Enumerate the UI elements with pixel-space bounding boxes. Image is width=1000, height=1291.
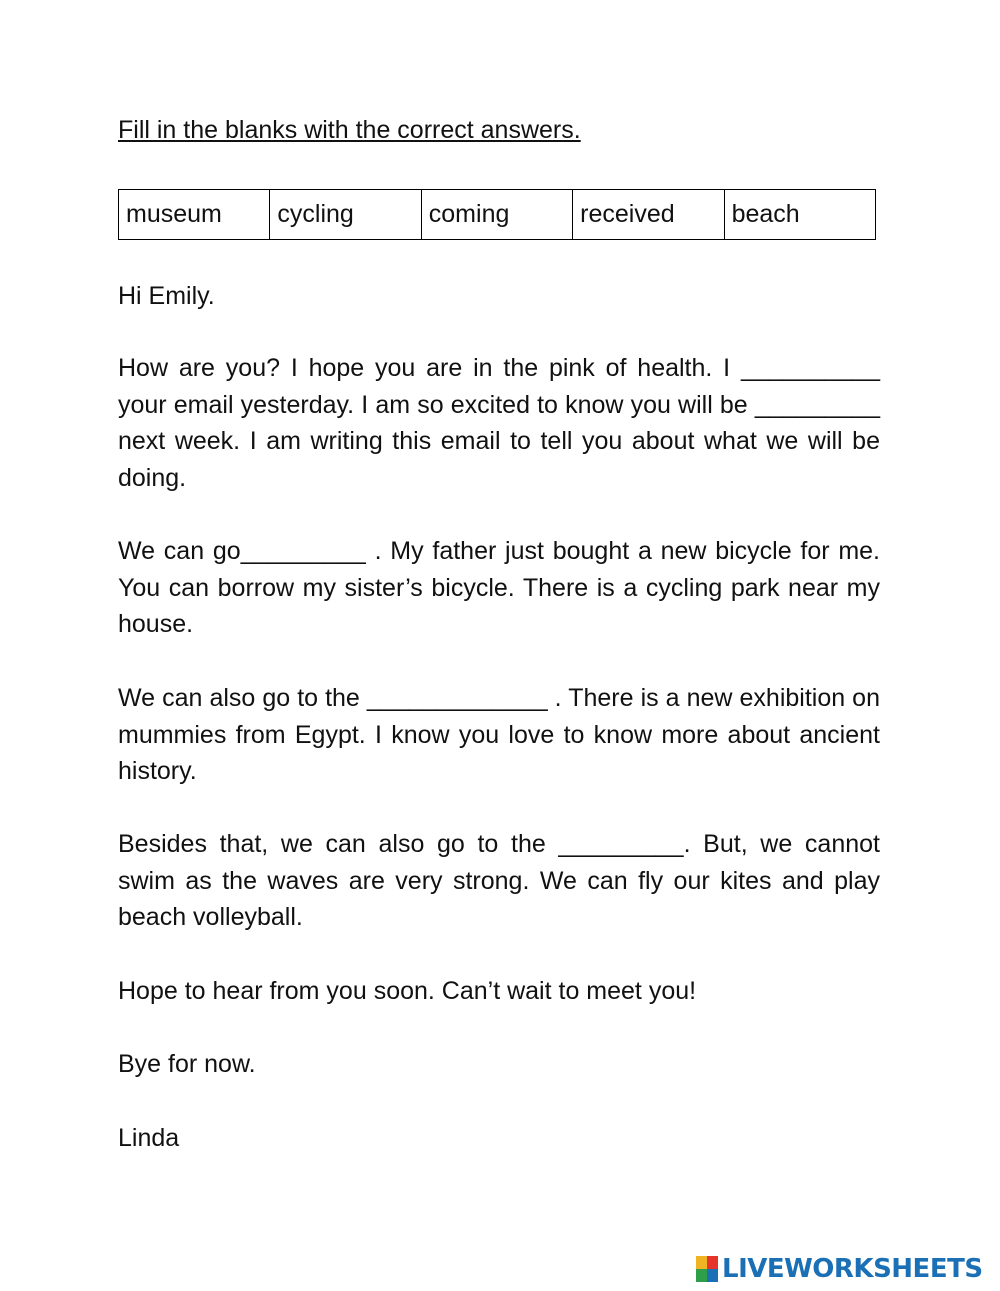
instruction-heading: Fill in the blanks with the correct answers. <box>118 116 581 144</box>
blank-1[interactable]: __________ <box>740 354 880 382</box>
blank-5[interactable]: _________ <box>558 830 684 858</box>
blank-4[interactable]: _____________ <box>366 684 548 712</box>
paragraph-text: your email yesterday. I am so excited to know you will be <box>118 390 755 419</box>
paragraph-text: How are you? I hope you are in the pink of health. I <box>118 354 741 382</box>
paragraph-text: We can also go to the <box>118 684 367 712</box>
paragraph-text: . There is a new exhibition on mummies from Egypt. I know you love to know more about ancient history. <box>118 684 880 786</box>
paragraph-text: We can go <box>118 537 241 565</box>
brand-name: LIVEWORKSHEETS <box>722 1254 983 1284</box>
paragraph-text: next week. I am writing this email to tell you about what we will be doing. <box>118 427 880 492</box>
blank-3[interactable]: _________ <box>240 537 366 565</box>
blank-2[interactable]: _________ <box>754 390 880 419</box>
word-bank-cell[interactable]: beach <box>724 190 875 240</box>
letter-signoff: Bye for now. <box>118 1050 256 1078</box>
liveworksheets-logo-icon <box>696 1256 718 1282</box>
paragraph-text: . My father just bought a new bicycle for me. You can borrow my sister’s bicycle. There is a cycling park near my house. <box>118 537 880 639</box>
letter-paragraph-1 <box>118 350 880 496</box>
letter-closing: Hope to hear from you soon. Can’t wait to meet you! <box>118 977 697 1005</box>
word-bank-row <box>119 190 876 240</box>
word-bank-cell[interactable]: cycling <box>270 190 421 240</box>
paragraph-text: Besides that, we can also go to the <box>118 830 559 858</box>
letter-paragraph-4 <box>118 826 880 936</box>
word-bank-table <box>118 189 876 240</box>
letter-signature: Linda <box>118 1124 180 1152</box>
paragraph-text: . But, we cannot swim as the waves are very strong. We can fly our kites and play beach volleyball. <box>118 830 880 932</box>
word-bank-cell[interactable]: received <box>573 190 724 240</box>
liveworksheets-brand[interactable] <box>696 1252 996 1286</box>
letter-greeting: Hi Emily. <box>118 282 215 310</box>
word-bank-cell[interactable]: museum <box>119 190 270 240</box>
word-bank-cell[interactable]: coming <box>421 190 572 240</box>
letter-paragraph-2 <box>118 533 880 643</box>
letter-paragraph-3 <box>118 680 880 790</box>
